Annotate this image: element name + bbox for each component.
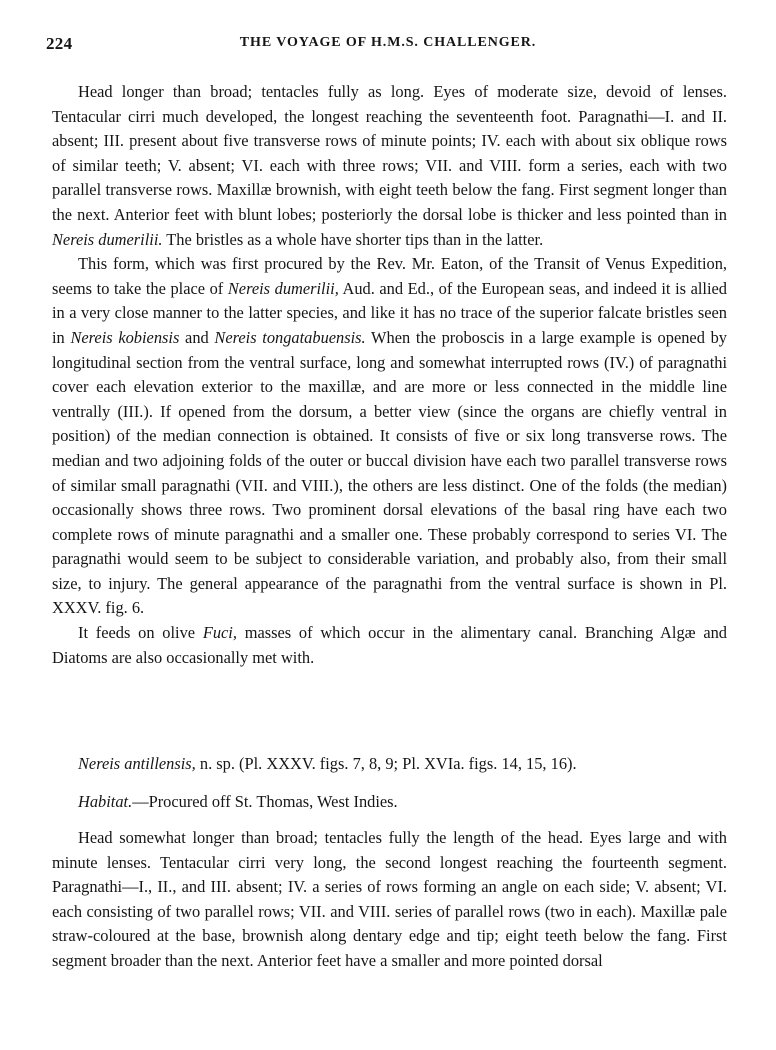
species-name: Nereis antillensis, <box>78 754 196 773</box>
paragraph <box>52 252 727 621</box>
species-reference: n. sp. (Pl. XXXV. figs. 7, 8, 9; Pl. XVIa. figs. 14, 15, 16). <box>195 754 577 773</box>
text-run: It feeds on olive <box>78 623 203 643</box>
italic-taxon-name: Nereis dumerilii, <box>227 278 339 298</box>
italic-taxon-name: Nereis kobiensis <box>70 327 180 347</box>
antillensis-description <box>52 826 727 974</box>
page-number: 224 <box>46 34 73 53</box>
description-section <box>52 80 727 670</box>
text-run: and <box>179 327 215 347</box>
page-header <box>46 34 730 60</box>
running-title: THE VOYAGE OF H.M.S. CHALLENGER. <box>239 35 537 50</box>
text-run: Aud. and Ed., of the European seas, and indeed it is allied in a very close manner to the latter species, and like it has no trace of the superior falcate bristles seen in <box>52 278 727 347</box>
italic-taxon-name: Nereis dumerilii. <box>52 229 163 249</box>
text-run: This form, which was first procured by the Rev. Mr. Eaton, of the Transit of Venus Expedition, seems to take the place of <box>52 254 727 298</box>
paragraph <box>52 621 727 670</box>
habitat-label: Habitat. <box>78 792 133 811</box>
text-run: The bristles as a whole have shorter tips than in the latter. <box>162 229 544 249</box>
italic-taxon-name: Nereis tongatabuensis. <box>214 327 366 347</box>
paragraph: Head somewhat longer than broad; tentacles fully the length of the head. Eyes large and with minute lenses. Tentacular cirri very long, the second longest reaching the fourteenth segment. Paragnathi—I., II., and III. absent; IV. a series of rows forming an angle on each side; V. absent; VI. each consisting of two parallel rows; VII. and VIII. series of parallel rows (two in each). Maxillæ pale straw-coloured at the base, brownish along dentary edge and tip; eight teeth below the fang. First segment broader than the next. Anterior feet have a smaller and more pointed dorsal <box>52 828 727 970</box>
habitat-line <box>78 790 398 814</box>
paragraph <box>52 80 727 252</box>
italic-taxon-name: Fuci, <box>202 623 237 643</box>
text-run: When the proboscis in a large example is opened by longitudinal section from the ventral surface, long and somewhat interrupted rows (IV.) of paragnathi cover each elevation exterior to the maxillæ, and are more or less connected in the middle line ventrally (III.). If opened from the dorsum, a better view (since the organs are chiefly ventral in position) of the median connection is obtained. It consists of five or six long transverse rows. The median and two adjoining folds of the outer or buccal division have each two parallel transverse rows of similar small paragnathi (VII. and VIII.), the others are less distinct. One of the folds (the median) occasionally shows three rows. Two prominent dorsal elevations of the basal ring have each two complete rows of minute paragnathi and a smaller one. These probably correspond to series VI. The paragnathi would seem to be subject to considerable variation, and probably also, from their small size, to injury. The general appearance of the paragnathi from the ventral surface is shown in Pl. XXXV. fig. 6. <box>52 327 727 618</box>
text-run: Head longer than broad; tentacles fully as long. Eyes of moderate size, devoid of lenses. Tentacular cirri much developed, the longest reaching the seventeenth foot. Paragnathi—I. and II. absent; III. present about five transverse rows of minute points; IV. each with about six oblique rows of similar teeth; V. absent; VI. each with three rows; VII. and VIII. form a series, each with two parallel transverse rows. Maxillæ brownish, with eight teeth below the fang. First segment longer than the next. Anterior feet with blunt lobes; posteriorly the dorsal lobe is thicker and less pointed than in <box>52 82 727 224</box>
species-heading <box>78 752 577 776</box>
text-run: masses of which occur in the alimentary canal. Branching Algæ and Diatoms are also occasionally met with. <box>52 623 728 667</box>
habitat-text: —Procured off St. Thomas, West Indies. <box>132 792 398 811</box>
